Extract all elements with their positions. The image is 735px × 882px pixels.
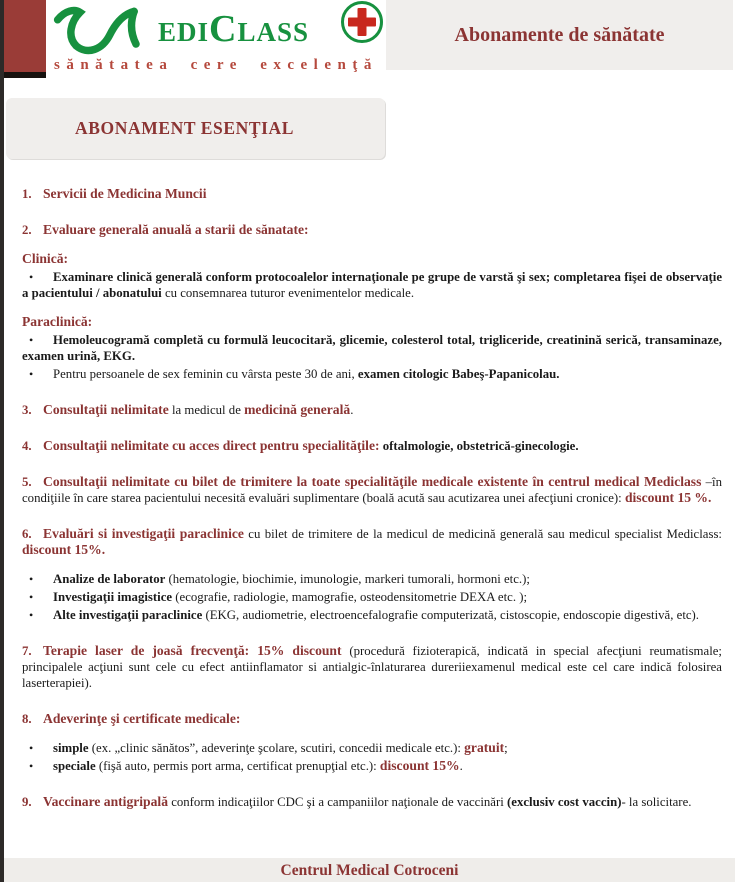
text-segment: discount 15%. — [22, 542, 106, 557]
footer-text: Centrul Medical Cotroceni — [280, 862, 459, 879]
text-segment: examen citologic Babeş-Papanicolau. — [357, 367, 560, 381]
logo-text-c: C — [209, 8, 238, 50]
text-segment: Vaccinare antigripală — [43, 794, 168, 809]
header-title-panel — [386, 0, 733, 70]
list-item-4 — [22, 438, 722, 454]
text-segment: Clinică: — [22, 251, 69, 266]
text-segment: Examinare clinică generală conform protocoalelor internaţionale pe grupe de varstă şi sex; completarea fişei de observaţie a pacientului / abonatului — [22, 270, 722, 300]
text-segment: (EKG, audiometrie, electroencefalografie computerizată, cistoscopie, endoscopie digestivă, etc). — [202, 608, 700, 622]
text-segment: Analize de laborator — [53, 572, 166, 586]
list-item-9 — [22, 794, 722, 810]
bullet-icon: • — [29, 608, 34, 622]
bullet-item — [22, 607, 722, 623]
text-segment: Consultaţii nelimitate cu bilet de trimitere la toate specialităţile medicale existente în centrul medical Mediclass — [43, 474, 702, 489]
list-item-1 — [22, 186, 722, 202]
text-segment: (hematologie, biochimie, imunologie, markeri tumorali, hormoni etc.); — [165, 572, 530, 586]
page-left-edge-line — [0, 0, 4, 882]
list-item-5 — [22, 474, 722, 506]
text-segment: Paraclinică: — [22, 314, 93, 329]
list-item-3 — [22, 402, 722, 418]
bullet-icon: • — [29, 759, 34, 773]
text-segment: discount 15% — [379, 758, 460, 773]
brand-tagline: sănătatea cere excelenţă — [54, 57, 378, 73]
item-number: 7. — [22, 644, 32, 658]
bullet-icon: • — [29, 270, 34, 284]
item-number: 1. — [22, 187, 32, 201]
page-footer — [4, 858, 735, 882]
bullet-item — [22, 269, 722, 301]
text-segment: Alte investigaţii paraclinice — [53, 608, 203, 622]
text-segment: - la solicitare. — [621, 795, 692, 809]
text-segment: discount 15 %. — [624, 490, 712, 505]
text-segment: cu consemnarea tuturor evenimentelor medicale. — [161, 286, 415, 300]
text-segment: Terapie laser de joasă frecvenţă: 15% discount — [43, 643, 342, 658]
text-segment: la medicul de — [168, 403, 245, 417]
text-segment: (fişă auto, permis port arma, certificat prenupţial etc.): — [95, 759, 380, 773]
text-segment: Consultaţii nelimitate cu acces direct pentru specialităţile: — [43, 438, 380, 453]
bullet-item — [22, 366, 722, 382]
mediclass-logo — [46, 0, 386, 94]
item-number: 9. — [22, 795, 32, 809]
item-number: 2. — [22, 223, 32, 237]
medical-cross-icon — [341, 1, 383, 43]
bullet-item — [22, 589, 722, 605]
text-segment: (exclusiv cost vaccin) — [507, 795, 622, 809]
text-segment: conform indicaţiilor CDC şi a campaniilor naţionale de vaccinări — [168, 795, 508, 809]
brand-maroon-block — [4, 0, 46, 72]
item-number: 4. — [22, 439, 32, 453]
bullet-item — [22, 740, 722, 756]
text-segment: gratuit — [464, 740, 505, 755]
logo-text-lass: LASS — [237, 17, 310, 47]
list-item-6 — [22, 526, 722, 558]
bullet-icon: • — [29, 367, 34, 381]
item-number: 8. — [22, 712, 32, 726]
text-segment: Servicii de Medicina Muncii — [43, 186, 207, 201]
bullet-icon: • — [29, 572, 34, 586]
text-segment: cu bilet de trimitere de la medicul de medicină generală sau medicul specialist Mediclass: — [243, 527, 722, 541]
section-label — [22, 314, 722, 330]
text-segment: –în condiţiile în care starea pacientului necesită evaluări suplimentare (boală acută sau acutizarea unei afecţiuni cronice): — [22, 475, 722, 505]
bullet-item — [22, 571, 722, 587]
text-segment: Consultaţii nelimitate — [43, 402, 169, 417]
brand-block-shadow — [0, 72, 46, 78]
text-segment: (procedură fizioterapică, indicată in special afecţiuni reumatismale; principalele acţiuni sunt cele cu efect antiinflamator si antialgic-înlaturarea dureriiexamenul medical este cel care indică folosirea laserterapiei). — [22, 644, 722, 690]
text-segment: simple — [53, 741, 89, 755]
text-segment: Pentru persoanele de sex feminin cu vârsta peste 30 de ani, — [53, 367, 358, 381]
subscription-banner — [6, 98, 385, 159]
bullet-item — [22, 332, 722, 364]
list-item-8 — [22, 711, 722, 727]
text-segment: ; — [504, 741, 508, 755]
subscription-title: ABONAMENT ESENŢIAL — [75, 118, 295, 138]
logo-wordmark — [158, 8, 309, 58]
text-segment: (ex. „clinic sănătos”, adeverinţe şcolare, scutiri, concedii medicale etc.): — [88, 741, 465, 755]
item-number: 5. — [22, 475, 32, 489]
section-label — [22, 251, 722, 267]
bullet-icon: • — [29, 333, 34, 347]
list-item-7 — [22, 643, 722, 691]
text-segment: Evaluare generală anuală a starii de sănatate: — [43, 222, 309, 237]
text-segment: Evaluări si investigaţii paraclinice — [43, 526, 244, 541]
text-segment: Adeverinţe şi certificate medicale: — [43, 711, 241, 726]
text-segment: Investigaţii imagistice — [53, 590, 173, 604]
text-segment: speciale — [53, 759, 96, 773]
text-segment: Hemoleucogramă completă cu formulă leucocitară, glicemie, colesterol total, trigliceride, creatinină serică, transaminaze, examen urină, EKG. — [22, 333, 722, 363]
bullet-icon: • — [29, 741, 34, 755]
list-item-2 — [22, 222, 722, 238]
item-number: 3. — [22, 403, 32, 417]
text-segment: medicină generală — [244, 402, 351, 417]
logo-m-swoosh-icon — [52, 6, 164, 56]
logo-text-edi: EDI — [158, 17, 210, 47]
text-segment: . — [350, 403, 354, 417]
text-segment: oftalmologie, obstetrică-ginecologie. — [379, 439, 579, 453]
item-number: 6. — [22, 527, 32, 541]
text-segment: (ecografie, radiologie, mamografie, osteodensitometrie DEXA etc. ); — [172, 590, 528, 604]
text-segment: . — [459, 759, 463, 773]
content-area — [22, 186, 722, 810]
bullet-icon: • — [29, 590, 34, 604]
header-title: Abonamente de sănătate — [454, 23, 665, 46]
bullet-item — [22, 758, 722, 774]
